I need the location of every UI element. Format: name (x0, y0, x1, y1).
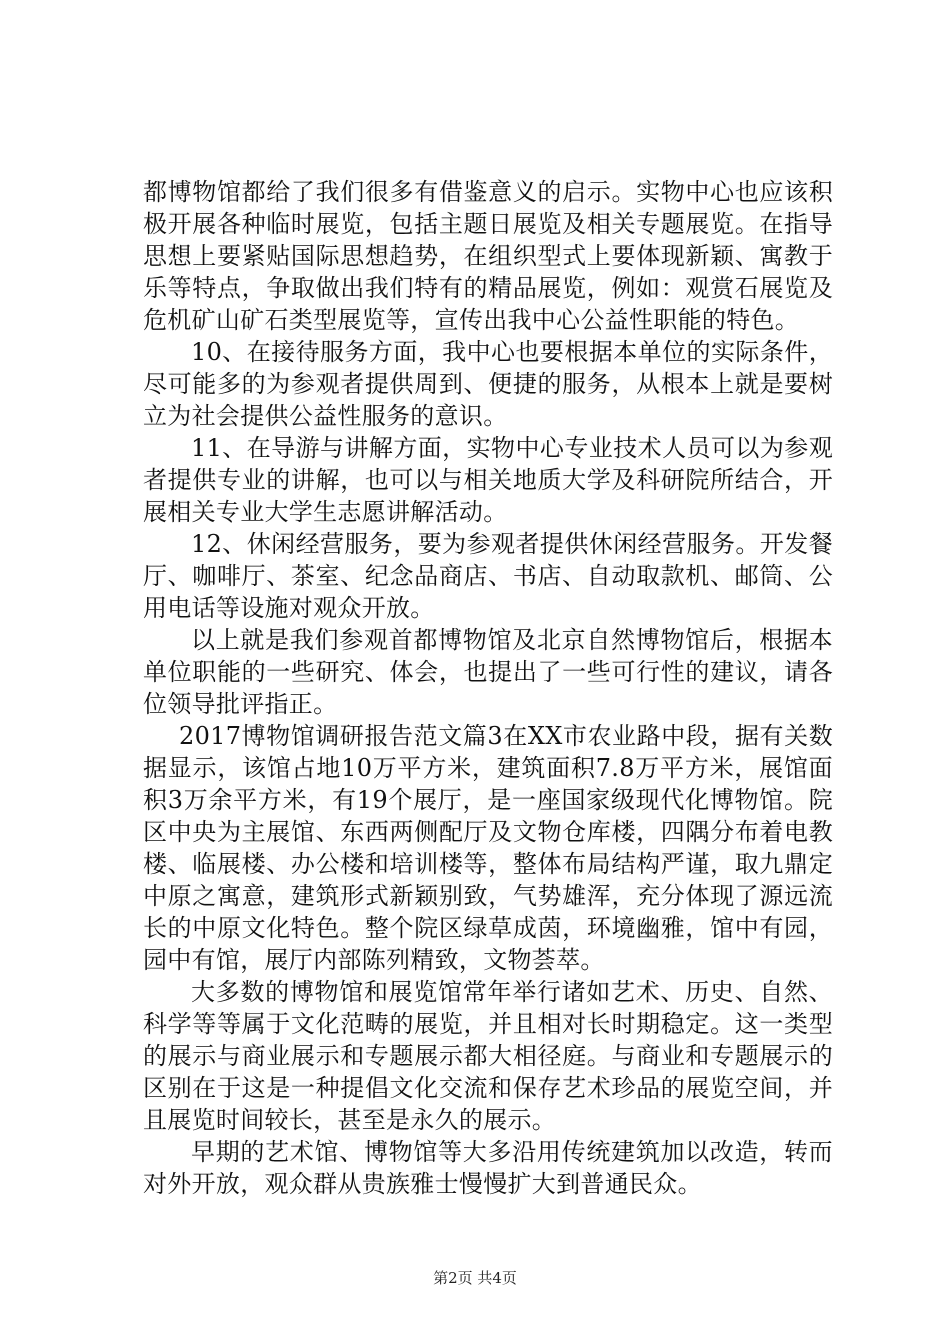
paragraph-early-museums: 早期的艺术馆、博物馆等大多沿用传统建筑加以改造，转而对外开放，观众群从贵族雅士慢慢扩大到普通民众。 (143, 1138, 833, 1198)
page-footer: 第2页 共4页 (433, 1269, 517, 1287)
paragraph-exhibitions: 大多数的博物馆和展览馆常年举行诸如艺术、历史、自然、科学等等属于文化范畴的展览，并且相对长时期稳定。这一类型的展示与商业展示和专题展示都大相径庭。与商业和专题展示的区别在于这是一种提倡文化交流和保存艺术珍品的展览空间，并且展览时间较长，甚至是永久的展示。 (143, 978, 833, 1134)
body-text (143, 176, 833, 1200)
paragraph-continuation: 都博物馆都给了我们很多有借鉴意义的启示。实物中心也应该积极开展各种临时展览，包括主题日展览及相关专题展览。在指导思想上要紧贴国际思想趋势，在组织型式上要体现新颖、寓教于乐等特点，争取做出我们特有的精品展览，例如：观赏石展览及危机矿山矿石类型展览等，宣传出我中心公益性职能的特色。 (143, 178, 833, 334)
paragraph-item-10: 10、在接待服务方面，我中心也要根据本单位的实际条件，尽可能多的为参观者提供周到、便捷的服务，从根本上就是要树立为社会提供公益性服务的意识。 (143, 338, 833, 430)
paragraph-article-3: 2017博物馆调研报告范文篇3在XX市农业路中段，据有关数据显示，该馆占地10万平方米，建筑面积7.8万平方米，展馆面积3万余平方米，有19个展厅，是一座国家级现代化博物馆。院区中央为主展馆、东西两侧配厅及文物仓库楼，四隅分布着电教楼、临展楼、办公楼和培训楼等，整体布局结构严谨，取九鼎定中原之寓意，建筑形式新颖别致，气势雄浑，充分体现了源远流长的中原文化特色。整个院区绿草成茵，环境幽雅，馆中有园，园中有馆，展厅内部陈列精致，文物荟萃。 (143, 722, 833, 974)
paragraph-conclusion: 以上就是我们参观首都博物馆及北京自然博物馆后，根据本单位职能的一些研究、体会，也提出了一些可行性的建议，请各位领导批评指正。 (143, 626, 833, 718)
paragraph-item-11: 11、在导游与讲解方面，实物中心专业技术人员可以为参观者提供专业的讲解，也可以与相关地质大学及科研院所结合，开展相关专业大学生志愿讲解活动。 (143, 434, 833, 526)
paragraph-item-12: 12、休闲经营服务，要为参观者提供休闲经营服务。开发餐厅、咖啡厅、茶室、纪念品商店、书店、自动取款机、邮筒、公用电话等设施对观众开放。 (143, 530, 833, 622)
